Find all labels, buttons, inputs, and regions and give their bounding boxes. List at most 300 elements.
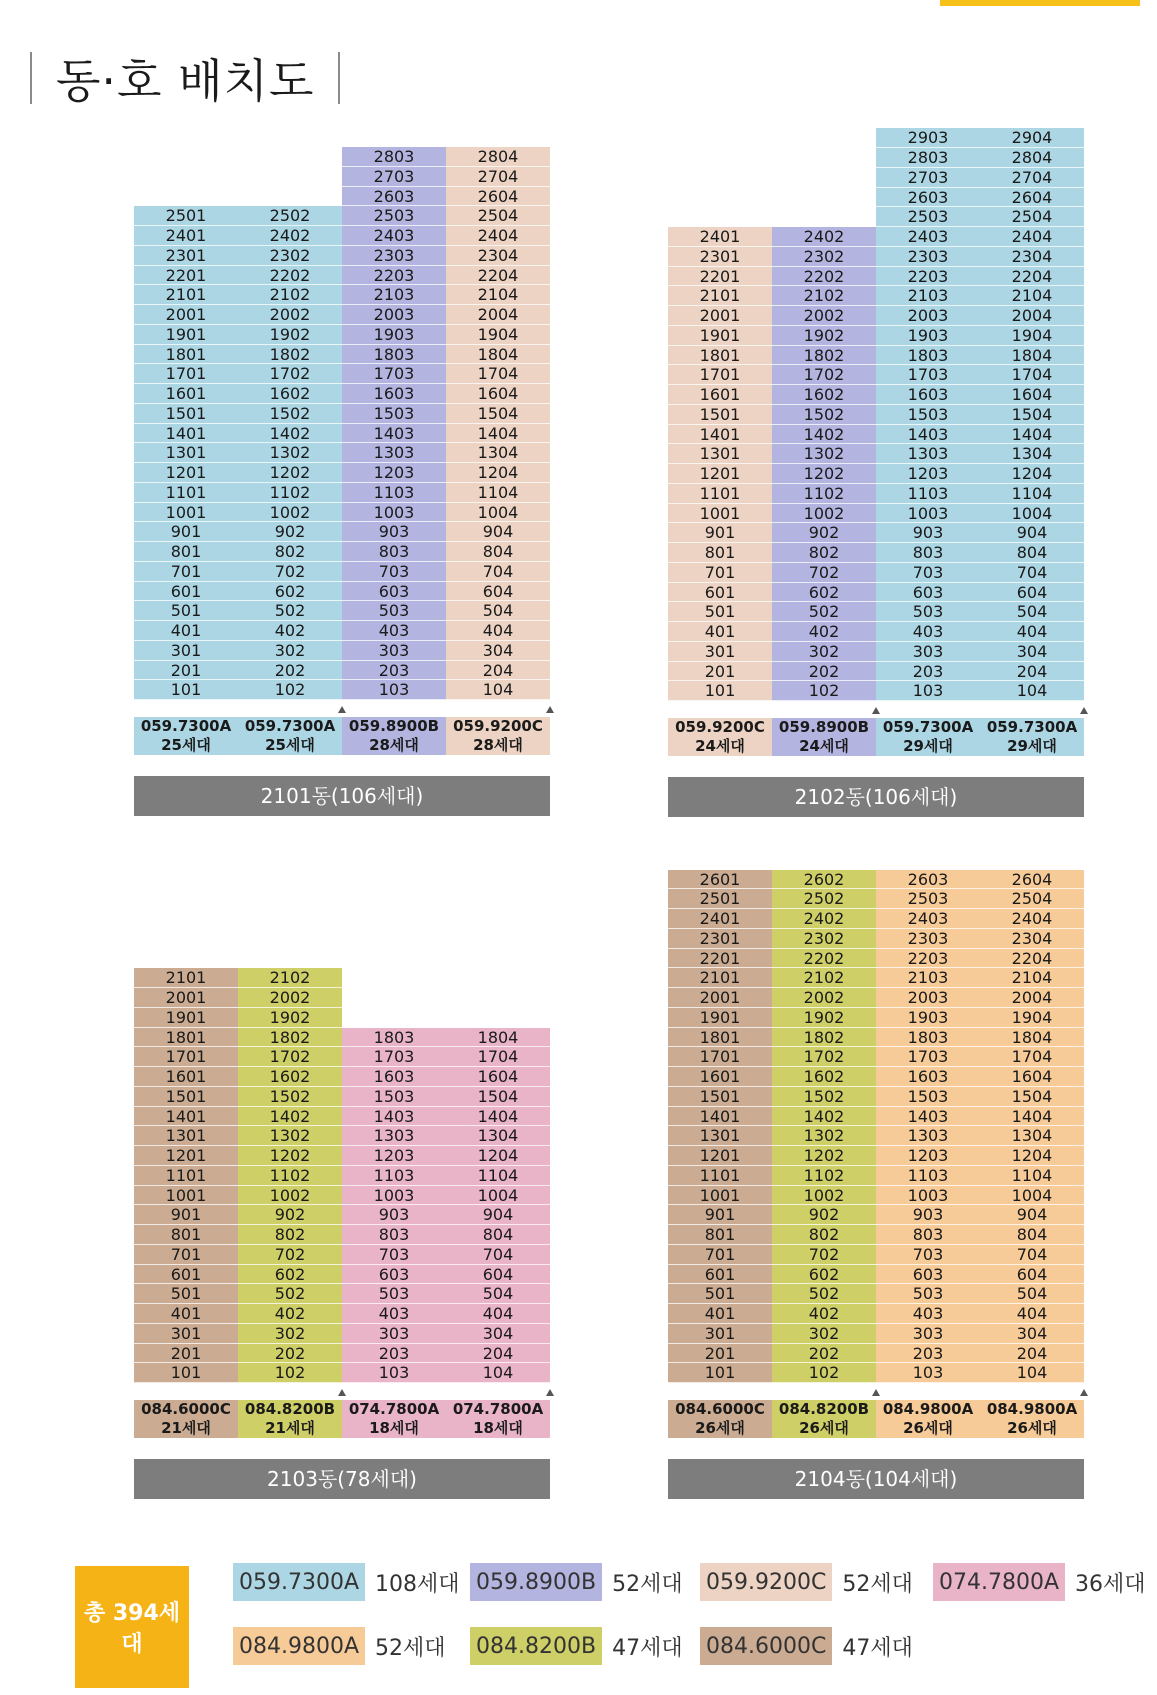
unit-cell: 1904	[446, 325, 550, 345]
unit-cell: 1704	[446, 364, 550, 384]
unit-cell: 704	[446, 562, 550, 582]
unit-cell: 2204	[980, 949, 1084, 969]
unit-cell: 1102	[238, 1166, 342, 1186]
unit-cell: 503	[876, 602, 980, 622]
unit-cell: 1501	[668, 1087, 772, 1107]
unit-cell: 904	[980, 523, 1084, 543]
unit-cell: 1201	[668, 1146, 772, 1166]
legend-item	[700, 1563, 913, 1601]
unit-cell: 2501	[134, 206, 238, 226]
unit-cell: 2201	[134, 266, 238, 286]
unit-cell: 1303	[342, 443, 446, 463]
legend-count: 47세대	[612, 1635, 683, 1661]
unit-cell: 2102	[238, 285, 342, 305]
unit-cell: 2102	[772, 968, 876, 988]
unit-cell: 102	[238, 1363, 342, 1383]
unit-cell: 1604	[980, 1067, 1084, 1087]
unit-cell: 401	[668, 622, 772, 642]
unit-cell: 2003	[876, 988, 980, 1008]
unit-cell: 804	[980, 1225, 1084, 1245]
unit-cell: 502	[772, 1284, 876, 1304]
unit-cell: 902	[772, 523, 876, 543]
unit-cell: 302	[772, 642, 876, 662]
unit-cell: 2504	[446, 206, 550, 226]
page-title: 동·호 배치도	[56, 54, 315, 108]
unit-cell: 1802	[238, 345, 342, 365]
entrance-marker	[1080, 1389, 1088, 1396]
unit-cell: 2402	[772, 909, 876, 929]
unit-cell: 1401	[134, 1107, 238, 1127]
unit-cell: 604	[446, 1265, 550, 1285]
unit-cell: 404	[980, 622, 1084, 642]
unit-cell: 803	[876, 1225, 980, 1245]
legend-count: 52세대	[612, 1571, 683, 1597]
unit-cell: 1702	[772, 365, 876, 385]
unit-cell: 1301	[668, 444, 772, 464]
unit-cell: 1803	[342, 345, 446, 365]
unit-type-count: 28세대	[473, 736, 523, 754]
unit-cell: 903	[342, 522, 446, 542]
unit-type-count: 25세대	[161, 736, 211, 754]
unit-cell: 1704	[446, 1047, 550, 1067]
unit-cell: 2603	[876, 188, 980, 208]
unit-cell: 1202	[238, 463, 342, 483]
unit-cell: 301	[668, 1324, 772, 1344]
unit-cell: 2703	[876, 168, 980, 188]
unit-cell: 501	[668, 1284, 772, 1304]
unit-cell: 2503	[876, 889, 980, 909]
unit-cell: 2704	[446, 167, 550, 187]
unit-cell: 1301	[134, 443, 238, 463]
unit-cell: 301	[134, 641, 238, 661]
unit-cell: 2104	[980, 968, 1084, 988]
unit-cell: 404	[980, 1304, 1084, 1324]
unit-cell: 704	[446, 1245, 550, 1265]
entrance-marker	[546, 706, 554, 713]
unit-cell: 2304	[980, 247, 1084, 267]
unit-cell: 501	[134, 1284, 238, 1304]
unit-cell: 2302	[772, 929, 876, 949]
unit-cell: 1904	[980, 1008, 1084, 1028]
unit-cell: 103	[876, 681, 980, 701]
unit-cell: 1303	[876, 1126, 980, 1146]
unit-cell: 1201	[134, 1146, 238, 1166]
unit-cell: 2301	[668, 929, 772, 949]
legend-total: 총 394세대	[75, 1566, 189, 1688]
unit-cell: 1502	[238, 404, 342, 424]
unit-cell: 1203	[876, 1146, 980, 1166]
unit-cell: 1003	[342, 503, 446, 523]
unit-cell: 802	[238, 1225, 342, 1245]
unit-cell: 2504	[980, 207, 1084, 227]
unit-cell: 901	[668, 523, 772, 543]
building-name-bar: 2103동(78세대)	[134, 1459, 550, 1499]
unit-cell: 2103	[876, 968, 980, 988]
unit-cell: 202	[238, 1344, 342, 1364]
unit-cell: 201	[134, 1344, 238, 1364]
unit-cell: 1403	[876, 1107, 980, 1127]
unit-type-code: 059.7300A	[140, 717, 232, 735]
unit-cell: 601	[134, 582, 238, 602]
legend-type-swatch: 084.6000C	[700, 1627, 832, 1665]
unit-cell: 401	[134, 621, 238, 641]
unit-cell: 2404	[980, 227, 1084, 247]
unit-cell: 801	[134, 1225, 238, 1245]
unit-cell: 901	[668, 1205, 772, 1225]
unit-cell: 801	[668, 1225, 772, 1245]
unit-cell: 1401	[134, 424, 238, 444]
unit-cell: 304	[446, 1324, 550, 1344]
unit-cell: 1801	[134, 1028, 238, 1048]
unit-cell: 1302	[772, 444, 876, 464]
unit-cell: 1901	[134, 325, 238, 345]
building-name-bar: 2102동(106세대)	[668, 777, 1084, 817]
unit-type-count: 26세대	[903, 1419, 953, 1437]
unit-cell: 404	[446, 1304, 550, 1324]
unit-cell: 2104	[980, 286, 1084, 306]
unit-cell: 1704	[980, 365, 1084, 385]
unit-cell: 2002	[772, 306, 876, 326]
unit-cell: 803	[876, 543, 980, 563]
unit-cell: 302	[238, 1324, 342, 1344]
unit-cell: 1004	[446, 503, 550, 523]
unit-cell: 1804	[980, 1028, 1084, 1048]
unit-cell: 103	[876, 1363, 980, 1383]
unit-cell: 1202	[238, 1146, 342, 1166]
unit-cell: 1501	[668, 405, 772, 425]
unit-type-code: 084.6000C	[675, 1400, 765, 1418]
unit-type-code: 084.6000C	[141, 1400, 231, 1418]
unit-cell: 602	[238, 582, 342, 602]
unit-cell: 301	[668, 642, 772, 662]
unit-cell: 904	[980, 1205, 1084, 1225]
unit-cell: 1703	[876, 1047, 980, 1067]
unit-cell: 402	[772, 622, 876, 642]
unit-cell: 102	[772, 681, 876, 701]
unit-cell: 201	[134, 661, 238, 681]
unit-cell: 2403	[876, 909, 980, 929]
top-accent-bar	[940, 0, 1140, 6]
unit-type-code: 059.9200C	[453, 717, 543, 735]
unit-cell: 1702	[238, 364, 342, 384]
unit-cell: 1701	[134, 364, 238, 384]
unit-cell: 502	[238, 601, 342, 621]
unit-type-label	[446, 1400, 550, 1438]
unit-cell: 703	[876, 1245, 980, 1265]
unit-cell: 2101	[668, 286, 772, 306]
unit-cell: 1003	[876, 504, 980, 524]
unit-type-code: 059.7300A	[244, 717, 336, 735]
unit-cell: 503	[342, 601, 446, 621]
unit-cell: 1302	[238, 1126, 342, 1146]
unit-cell: 1101	[134, 483, 238, 503]
unit-cell: 1504	[446, 404, 550, 424]
unit-cell: 1303	[342, 1126, 446, 1146]
unit-cell: 1701	[668, 365, 772, 385]
unit-cell: 1201	[134, 463, 238, 483]
unit-cell: 2001	[668, 988, 772, 1008]
unit-cell: 101	[134, 1363, 238, 1383]
unit-cell: 2604	[446, 187, 550, 207]
unit-type-label	[668, 718, 772, 756]
unit-cell: 2903	[876, 128, 980, 148]
unit-cell: 2104	[446, 285, 550, 305]
unit-cell: 1601	[668, 385, 772, 405]
unit-type-count: 21세대	[161, 1419, 211, 1437]
unit-cell: 1602	[238, 1067, 342, 1087]
unit-cell: 302	[238, 641, 342, 661]
unit-cell: 602	[772, 583, 876, 603]
unit-cell: 2303	[876, 247, 980, 267]
unit-cell: 204	[980, 662, 1084, 682]
unit-cell: 2401	[134, 226, 238, 246]
unit-cell: 1402	[772, 1107, 876, 1127]
unit-cell: 1103	[876, 484, 980, 504]
unit-cell: 1901	[668, 1008, 772, 1028]
unit-type-code: 074.7800A	[452, 1400, 544, 1418]
unit-cell: 1104	[446, 1166, 550, 1186]
unit-cell: 803	[342, 1225, 446, 1245]
unit-type-label	[980, 1400, 1084, 1438]
unit-cell: 204	[446, 1344, 550, 1364]
unit-cell: 1001	[134, 1186, 238, 1206]
unit-cell: 702	[772, 563, 876, 583]
legend-item	[233, 1627, 446, 1665]
unit-cell: 1203	[876, 464, 980, 484]
unit-cell: 201	[668, 1344, 772, 1364]
unit-cell: 801	[668, 543, 772, 563]
unit-cell: 1301	[668, 1126, 772, 1146]
unit-cell: 603	[876, 583, 980, 603]
unit-cell: 1101	[668, 484, 772, 504]
unit-cell: 2703	[342, 167, 446, 187]
unit-cell: 1904	[980, 326, 1084, 346]
legend-item	[470, 1563, 683, 1601]
unit-cell: 201	[668, 662, 772, 682]
unit-cell: 2602	[772, 870, 876, 890]
unit-cell: 101	[668, 1363, 772, 1383]
unit-type-label	[980, 718, 1084, 756]
unit-cell: 1901	[668, 326, 772, 346]
unit-cell: 2603	[342, 187, 446, 207]
unit-type-code: 084.8200B	[778, 1400, 870, 1418]
unit-cell: 804	[980, 543, 1084, 563]
unit-cell: 2202	[772, 267, 876, 287]
unit-cell: 2504	[980, 889, 1084, 909]
unit-cell: 901	[134, 1205, 238, 1225]
unit-cell: 2503	[342, 206, 446, 226]
unit-cell: 1302	[772, 1126, 876, 1146]
unit-cell: 203	[876, 1344, 980, 1364]
legend-count: 52세대	[375, 1635, 446, 1661]
unit-cell: 604	[980, 1265, 1084, 1285]
unit-cell: 603	[342, 1265, 446, 1285]
unit-cell: 601	[668, 583, 772, 603]
unit-cell: 2003	[876, 306, 980, 326]
unit-cell: 802	[772, 1225, 876, 1245]
unit-cell: 2201	[668, 267, 772, 287]
unit-cell: 1104	[980, 484, 1084, 504]
unit-cell: 501	[134, 601, 238, 621]
unit-cell: 2401	[668, 909, 772, 929]
unit-cell: 102	[772, 1363, 876, 1383]
unit-cell: 104	[446, 680, 550, 700]
unit-cell: 604	[446, 582, 550, 602]
unit-cell: 2002	[238, 988, 342, 1008]
unit-cell: 1403	[876, 425, 980, 445]
unit-cell: 102	[238, 680, 342, 700]
unit-type-label	[134, 717, 238, 755]
unit-cell: 1504	[446, 1087, 550, 1107]
unit-cell: 1603	[342, 1067, 446, 1087]
unit-cell: 1004	[980, 1186, 1084, 1206]
unit-cell: 504	[446, 601, 550, 621]
unit-cell: 2402	[772, 227, 876, 247]
legend-count: 36세대	[1075, 1571, 1146, 1597]
unit-cell: 1204	[980, 1146, 1084, 1166]
legend-item	[470, 1627, 683, 1665]
building-name-bar: 2104동(104세대)	[668, 1459, 1084, 1499]
unit-type-label	[238, 1400, 342, 1438]
unit-cell: 104	[446, 1363, 550, 1383]
unit-cell: 204	[446, 661, 550, 681]
unit-cell: 1304	[446, 443, 550, 463]
legend-item	[233, 1563, 460, 1601]
unit-cell: 1903	[876, 326, 980, 346]
unit-cell: 1503	[876, 405, 980, 425]
unit-type-code: 084.8200B	[244, 1400, 336, 1418]
unit-cell: 1401	[668, 1107, 772, 1127]
unit-cell: 903	[876, 523, 980, 543]
entrance-marker	[872, 707, 880, 714]
unit-cell: 2302	[772, 247, 876, 267]
unit-cell: 2202	[772, 949, 876, 969]
legend-type-swatch: 059.8900B	[470, 1563, 602, 1601]
unit-cell: 1601	[134, 384, 238, 404]
unit-type-label	[446, 717, 550, 755]
unit-cell: 1902	[238, 325, 342, 345]
legend-count: 52세대	[842, 1571, 913, 1597]
unit-cell: 2101	[668, 968, 772, 988]
unit-cell: 403	[342, 621, 446, 641]
unit-cell: 503	[876, 1284, 980, 1304]
unit-cell: 2704	[980, 168, 1084, 188]
unit-cell: 2904	[980, 128, 1084, 148]
unit-cell: 1604	[446, 1067, 550, 1087]
unit-cell: 902	[772, 1205, 876, 1225]
unit-cell: 2604	[980, 870, 1084, 890]
unit-cell: 1104	[980, 1166, 1084, 1186]
unit-cell: 403	[342, 1304, 446, 1324]
entrance-marker	[546, 1389, 554, 1396]
unit-cell: 1602	[772, 385, 876, 405]
unit-cell: 2803	[342, 147, 446, 167]
unit-cell: 1704	[980, 1047, 1084, 1067]
unit-cell: 1001	[668, 1186, 772, 1206]
unit-type-count: 28세대	[369, 736, 419, 754]
unit-cell: 1102	[772, 1166, 876, 1186]
unit-cell: 2303	[876, 929, 980, 949]
unit-cell: 303	[876, 642, 980, 662]
unit-cell: 2203	[342, 266, 446, 286]
unit-cell: 704	[980, 1245, 1084, 1265]
unit-cell: 604	[980, 583, 1084, 603]
entrance-marker	[338, 706, 346, 713]
legend-type-swatch: 084.9800A	[233, 1627, 365, 1665]
unit-cell: 2004	[980, 988, 1084, 1008]
unit-type-label	[238, 717, 342, 755]
unit-cell: 2101	[134, 285, 238, 305]
unit-cell: 101	[668, 681, 772, 701]
unit-cell: 2804	[980, 148, 1084, 168]
unit-cell: 2404	[980, 909, 1084, 929]
unit-cell: 1102	[772, 484, 876, 504]
unit-cell: 2002	[238, 305, 342, 325]
unit-cell: 601	[668, 1265, 772, 1285]
unit-cell: 1502	[772, 1087, 876, 1107]
unit-cell: 504	[980, 602, 1084, 622]
unit-cell: 904	[446, 1205, 550, 1225]
unit-cell: 2202	[238, 266, 342, 286]
unit-cell: 303	[876, 1324, 980, 1344]
unit-cell: 304	[980, 642, 1084, 662]
legend-count: 47세대	[842, 1635, 913, 1661]
unit-cell: 1103	[342, 483, 446, 503]
unit-type-code: 059.8900B	[348, 717, 440, 735]
unit-cell: 2002	[772, 988, 876, 1008]
unit-cell: 1602	[772, 1067, 876, 1087]
unit-cell: 1903	[876, 1008, 980, 1028]
unit-cell: 2103	[342, 285, 446, 305]
unit-cell: 1803	[342, 1028, 446, 1048]
unit-cell: 1204	[980, 464, 1084, 484]
unit-cell: 503	[342, 1284, 446, 1304]
unit-cell: 2503	[876, 207, 980, 227]
unit-cell: 1604	[446, 384, 550, 404]
unit-cell: 303	[342, 641, 446, 661]
unit-type-code: 059.7300A	[882, 718, 974, 736]
unit-type-label	[342, 1400, 446, 1438]
unit-cell: 1101	[668, 1166, 772, 1186]
unit-cell: 1502	[238, 1087, 342, 1107]
unit-type-code: 074.7800A	[348, 1400, 440, 1418]
unit-cell: 1401	[668, 425, 772, 445]
unit-cell: 203	[342, 661, 446, 681]
unit-cell: 302	[772, 1324, 876, 1344]
unit-cell: 703	[342, 562, 446, 582]
unit-cell: 804	[446, 542, 550, 562]
unit-cell: 2403	[342, 226, 446, 246]
unit-cell: 1003	[876, 1186, 980, 1206]
unit-type-count: 26세대	[799, 1419, 849, 1437]
unit-type-count: 29세대	[903, 737, 953, 755]
unit-cell: 202	[772, 1344, 876, 1364]
unit-cell: 2502	[238, 206, 342, 226]
page-title-frame	[30, 52, 340, 108]
unit-cell: 1204	[446, 463, 550, 483]
unit-cell: 2604	[980, 188, 1084, 208]
unit-cell: 1602	[238, 384, 342, 404]
unit-cell: 2303	[342, 246, 446, 266]
unit-cell: 401	[668, 1304, 772, 1324]
unit-cell: 1604	[980, 385, 1084, 405]
unit-cell: 1404	[980, 1107, 1084, 1127]
unit-cell: 1103	[876, 1166, 980, 1186]
unit-cell: 1802	[238, 1028, 342, 1048]
unit-cell: 403	[876, 1304, 980, 1324]
unit-type-label	[876, 1400, 980, 1438]
unit-cell: 1504	[980, 405, 1084, 425]
